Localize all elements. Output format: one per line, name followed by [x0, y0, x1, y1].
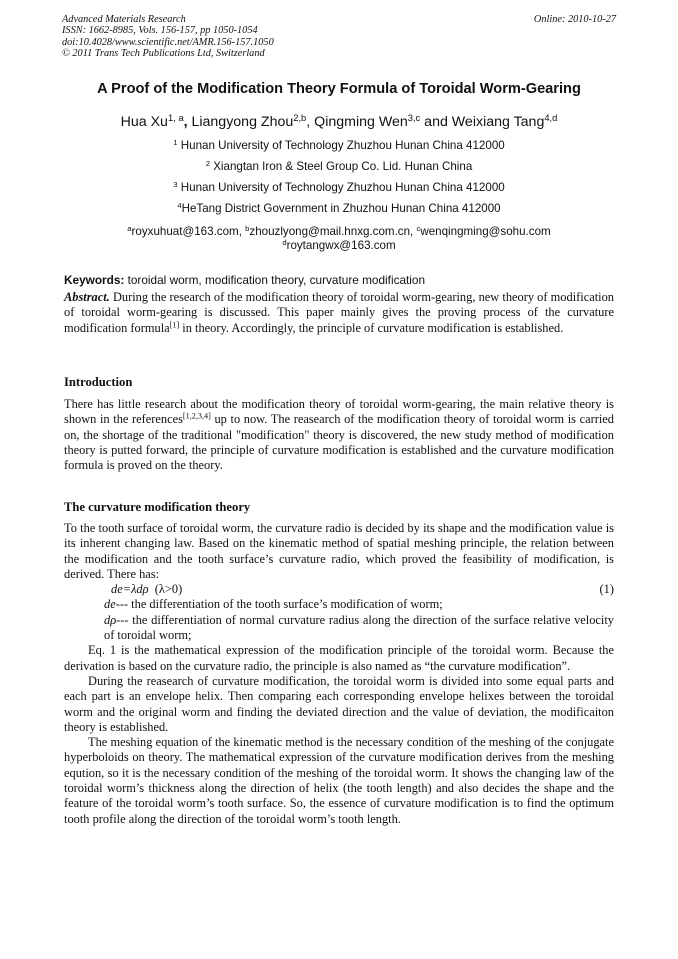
definition: dρ--- the differentiation of normal curvature radius along the direction of the surface relative velocity of toroidal worm;	[104, 612, 614, 643]
paper-title: A Proof of the Modification Theory Formula of Toroidal Worm-Gearing	[97, 81, 581, 97]
intro-paragraph: There has little research about the modification theory of toroidal worm-gearing, the main relative theory is shown in the references[1,2,3,4] up to now. The reasearch of the modification theory of toroidal worm is carried on, the shortage of the traditional "modification" theory is discovered, the new study method of modification theory is putted forward, the principle of curvature modification is established and the curvature modification formula is proved on the theory.	[64, 397, 614, 473]
paragraph: During the reasearch of curvature modification, the toroidal worm is divided into some equal parts and each part is an envelope helix. Then comparing each corresponding envelope helixes between the toroidal worm and the original worm and finding the deviated direction and the value of deviation, the modificaiton theory is established.	[64, 673, 614, 734]
affiliation: $^3$ Hunan University of Technology Zhuzhou Hunan China 412000	[173, 179, 505, 194]
affiliation: $^2$ Xiangtan Iron & Steel Group Co. Lid. Hunan China	[205, 158, 473, 173]
email-line: $^a$royxuhuat@163.com, $^b$zhouzlyong@mail.hnxg.com.cn, $^c$wenqingming@sohu.com	[127, 223, 551, 238]
doi-line: doi:10.4028/www.scientific.net/AMR.156-157.1050	[62, 36, 274, 48]
section-body	[64, 521, 614, 827]
author-name: Liangyong Zhou	[191, 114, 294, 130]
affiliation: $^1$ Hunan University of Technology Zhuzhou Hunan China 412000	[173, 137, 505, 152]
paragraph: The meshing equation of the kinematic method is the necessary condition of the meshing of the conjugate hyperboloids on theory. The mathematical expression of the curvature modification derives from the meshing eqution, so it is the necessary condition of the meshing of the toroidal worm. It shows the changing law of the toroidal worm’s thickness along the direction of helix (the tooth length) and also decides the shape and the feature of the toroidal worm’s tooth surface. So, the essence of curvature modification is to find the optimum tooth profile along the direction of the toroidal worm’s tooth length.	[64, 735, 614, 826]
email: roytangwx@163.com	[286, 239, 396, 252]
definition: de--- the differentiation of the tooth surface’s modification of worm;	[104, 597, 443, 612]
author-sup: 3,c	[407, 112, 421, 123]
email: royxuhuat@163.com	[131, 225, 239, 238]
journal-name: Advanced Materials Research	[62, 14, 186, 25]
online-date: Online: 2010-10-27	[533, 14, 616, 25]
keywords-label: Keywords:	[64, 273, 125, 287]
keywords	[64, 273, 614, 287]
author-name: Qingming Wen	[314, 114, 408, 130]
paragraph: To the tooth surface of toroidal worm, the curvature radio is decided by its shape and the modification value is its inherent changing law. Based on the kinematic method of spatial meshing principle, the relation between the modification and the tooth surface’s curvature radio, which proved the feasibility of modification, is derived. There has:	[64, 521, 614, 581]
section-heading: The curvature modification theory	[64, 500, 251, 514]
abstract-label: Abstract.	[64, 290, 110, 304]
email-line: $^d$roytangwx@163.com	[282, 237, 396, 252]
author-sup: 2,b	[293, 112, 307, 123]
author-sup: 1, a	[167, 112, 184, 123]
issn-line: ISSN: 1662-8985, Vols. 156-157, pp 1050-1054	[62, 25, 258, 37]
keywords-text: toroidal worm, modification theory, curvature modification	[127, 273, 426, 287]
section-heading: Introduction	[64, 375, 133, 389]
equation-number: (1)	[599, 582, 614, 597]
affiliation: $^4$HeTang District Government in Zhuzhou Hunan China 412000	[177, 200, 501, 215]
equation-1: de=λdρ (λ>0) (1)	[111, 582, 614, 597]
citation: [1,2,3,4]	[182, 411, 211, 421]
author-name: Hua Xu	[120, 114, 168, 130]
email: zhouzlyong@mail.hnxg.com.cn	[249, 225, 411, 238]
citation: [1]	[169, 320, 180, 330]
paragraph: Eq. 1 is the mathematical expression of the modification principle of the toroidal worm. Because the derivation is based on the curvature radio, the principle is also named as “the curvature modification”.	[64, 643, 614, 673]
abstract: Abstract. During the research of the modification theory of toroidal worm-gearing, new theory of modification of toroidal worm-gearing is discussed. This paper mainly gives the proving process of the curvature modification formula[1] in theory. Accordingly, the principle of curvature modification is established.	[64, 290, 614, 335]
email: wenqingming@sohu.com	[420, 225, 551, 238]
author-sup: 4,d	[544, 112, 558, 123]
copyright-line: © 2011 Trans Tech Publications Ltd, Switzerland	[62, 48, 265, 60]
author-name: Weixiang Tang	[451, 114, 545, 130]
author-list: Hua Xu$^{1, a}$, Liangyong Zhou$^{2,b}$, Qingming Wen$^{3,c}$ and Weixiang Tang$^{4,d}$	[120, 112, 558, 130]
journal-header	[62, 14, 616, 60]
